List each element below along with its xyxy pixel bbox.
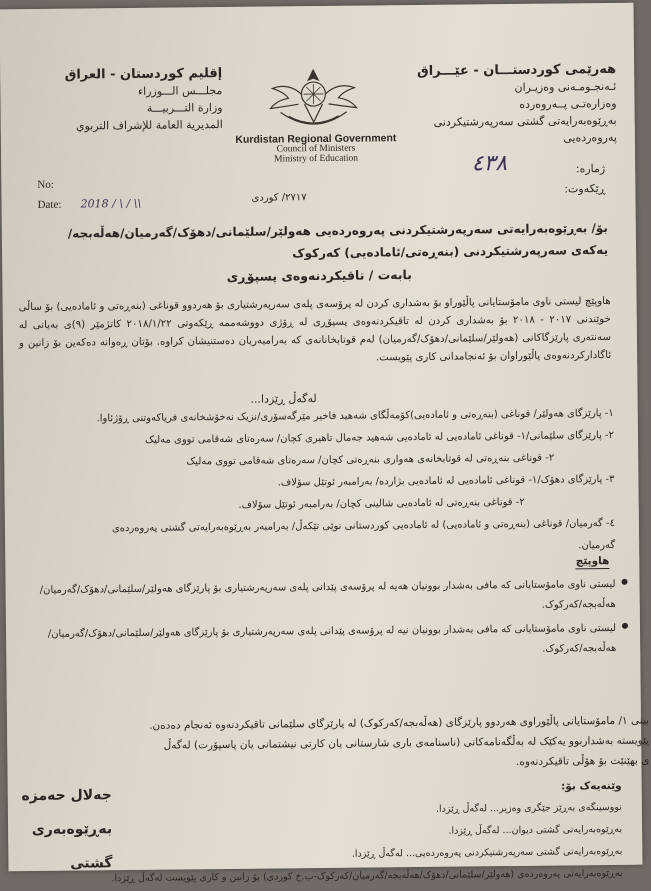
arabic-directorate: المديرية العامة للإشراف التربوي	[23, 116, 223, 135]
locations-list	[14, 403, 616, 563]
list-item: ٤- گەرمیان/ قوناغی (بنەڕەتی و ئامادەیی) لە ئامادەیی کوردستانی نوێی تێکەڵ/ بەرامبەر بەڕێوەبەرایەتی گشتی پەروەردەی	[15, 513, 615, 541]
footer-line-3: ی بهێنێت بۆ هۆڵی تاقیکردنەوە.	[29, 751, 649, 777]
footer-line-2: پێویستە بەشداربوو یەکێک لە بەڵگەنامەکانی (ناسنامەی باری شارستانی یان کارتی نیشتمانی یان پاسپۆرت) لەگەڵ	[29, 731, 649, 757]
signatory-title: بەڕێوەبەری گشتی	[2, 812, 113, 881]
list-item: بەڕێوەبەرایەتی گشتی دیوان... لەگەڵ ڕێزدا.	[192, 819, 622, 846]
reference-block	[375, 159, 605, 201]
arabic-council: مجلـــس الـــوزراء	[22, 82, 222, 101]
list-item: ٢- پارێزگای سلێمانی/١- قوناغی ئامادەیی لە ئامادەیی شەهید جەمال تاهیری کچان/ سەرەتای شەقامی تووی مەلیک	[14, 425, 614, 453]
bullet-icon	[622, 579, 628, 585]
krg-council: Council of Ministers	[221, 143, 411, 155]
kurdi-date: ٢٧١٧/ کوردی	[251, 192, 306, 204]
list-item: گەرمیان.	[15, 535, 615, 563]
signatory-name: جەلال حەمزە	[2, 778, 112, 813]
reference-number: ٤٣٨	[472, 154, 508, 174]
krg-name: Kurdistan Regional Government	[221, 133, 411, 145]
attachment-note-text: لیستی ناوی مامۆستایانی کە مافی بەشدار بوونیان هەیە لە پرۆسەی پێدانی پلەی سەرپەرشتیاری بۆ پارێزگای هەولێر/سلێمانی/دهۆک/گەرمیان/هەڵەبجە/کەرکوک.	[40, 579, 616, 611]
attachment-note	[15, 575, 615, 621]
list-item: نووسینگەی بەڕێز جێگری وەزیر... لەگەڵ ڕێزدا.	[192, 797, 622, 824]
arabic-ministry: وزارة التـــربيـــة	[22, 99, 222, 118]
date-value: 2018 / \ / \\	[81, 197, 142, 211]
list-item: ٢- قوناغی بنەڕەتی لە ئامادەیی شالینی کچان/ بەرامبەر ئوتێل سۆلاف.	[15, 491, 615, 519]
attachment-note	[16, 619, 616, 665]
bullet-icon	[622, 623, 628, 629]
attachments-label: هاوپێچ	[576, 555, 610, 567]
kurdish-directorate: بەڕێوەبەرایەتی گشتی سەرپەرشتیکردنی پەروەردەیی	[387, 112, 617, 148]
footer-line-1: بینی ١/ مامۆستایانی پاڵێوراوی هەردوو پارێزگای (هەڵەبجە/کەرکوک) لە پارێزگای سلێمانی تاقیکردنەوە ئەنجام دەدەن.	[29, 711, 649, 737]
greeting: لەگەڵ ڕێزدا...	[224, 392, 344, 406]
arabic-header	[22, 65, 223, 135]
list-item: ١- پارێزگای هەولێر/ قوناغی (بنەڕەتی و ئامادەیی)کۆمەڵگای شەهید فاخیر مێرگەسۆری/نزیک نەخۆشخانەی فریاکەوتنی ڕۆژئاوا.	[14, 403, 614, 431]
recipient-line-1: بۆ/ بەڕێوەبەرایەتی سەرپەرشتیکردنی پەروەردەیی هەولێر/سلێمانی/دهۆک/گەرمیان/هەڵەبجە/	[18, 217, 608, 245]
body-paragraph: هاوپێچ لیستی ناوی مامۆستایانی پاڵێوراو بۆ بەشداری کردن لە پرۆسەی پلەی سەرپەرشتیاری بۆ هەردوو قوناغی (بنەڕەتی و ئامادەیی) بۆ ساڵی خوێندنی ٢٠١٧ - ٢٠١٨ بۆ بەشداری کردن لە تاقیکردنەوەی پسپۆڕی لە ڕۆژی دووشەممە ڕێکەوتی ٢٠١٨/١/٢٢ کاتژمێر (٩)ی بەیانی لە سەنتەری پارێزگاکانی (هەولێر/سلێمانی/دهۆک/گەرمیان) لەم قوتابخانانەی کە بەرامبەریان دەستنیشان کراوە. بۆتان ڕەوانە دەکەین بۆ زانین و ئاگادارکردنەوەی پاڵێوراوان بۆ ئەنجامدانی کاری پێویست.	[19, 293, 612, 371]
date-label: Date:	[37, 199, 61, 211]
number-label-ku: ژمارە:	[375, 159, 605, 181]
krg-ministry: Ministry of Education	[221, 153, 411, 165]
subject-line: بابەت / تاقیکردنەوەی پسپۆڕی	[2, 265, 636, 287]
arabic-region: إقليم كوردستان - العراق	[22, 65, 222, 84]
list-item: بەڕێوەبەرایەتی پەروەردەی (هەولێر/سلێمانی/دهۆک/هەڵەبجە/گەرمیان/کەرکوک-ب.خ کوردی) بۆ زانین و کاری پێویست لەگەڵ ڕێزدا.	[192, 863, 622, 890]
copies-title: وێنەیەک بۆ:	[192, 775, 622, 802]
list-item: ٢- قوناغی بنەڕەتی لە قوتابخانەی هەواری بنەڕەتی کچان/ سەرەتای شەقامی تووی مەلیک	[14, 447, 614, 475]
kurdish-ministry: وەزارەتـی پــەروەردە	[386, 95, 616, 114]
kurdish-region: هەرێمی کوردستـــان - عێـــراق	[386, 61, 616, 80]
attachment-note-text: لیستی ناوی مامۆستایانی کە مافی بەشدار بوونیان نیە لە پرۆسەی پێدانی پلەی سەرپەرشتیاری بۆ پارێزگای هەولێر/سلێمانی/دهۆک/گەرمیان/هەڵەبجە/کەرکوک.	[48, 623, 617, 655]
footer-paragraph	[29, 711, 650, 777]
english-header	[221, 133, 411, 165]
date-label-ku: ڕێکەوت:	[375, 179, 605, 201]
kurdish-header	[386, 61, 617, 148]
no-label: No:	[37, 179, 54, 191]
recipient-line-2: یەکەی سەرپەرشتیکردنی (بنەڕەتی/ئامادەیی) کەرکوک	[18, 239, 608, 267]
list-item: بەڕێوەبەرایەتی گشتی سەرپەرشتیکردنی پەروەردەیی... لەگەڵ ڕێزدا.	[192, 841, 622, 868]
list-item: ٣- پارێزگای دهۆک/١- قوناغی ئامادەیی لە ئامادەیی بژاردە/ بەرامبەر ئوتێل سۆلاف.	[14, 469, 614, 497]
kurdish-council: ئـەنجـومـەنی وەزیـران	[386, 78, 616, 97]
copies-list	[192, 775, 623, 889]
signature-block	[2, 778, 113, 881]
recipient	[18, 217, 608, 267]
official-letter	[0, 3, 642, 872]
number-date-block	[37, 173, 237, 215]
kurdistan-emblem-icon	[258, 57, 369, 136]
